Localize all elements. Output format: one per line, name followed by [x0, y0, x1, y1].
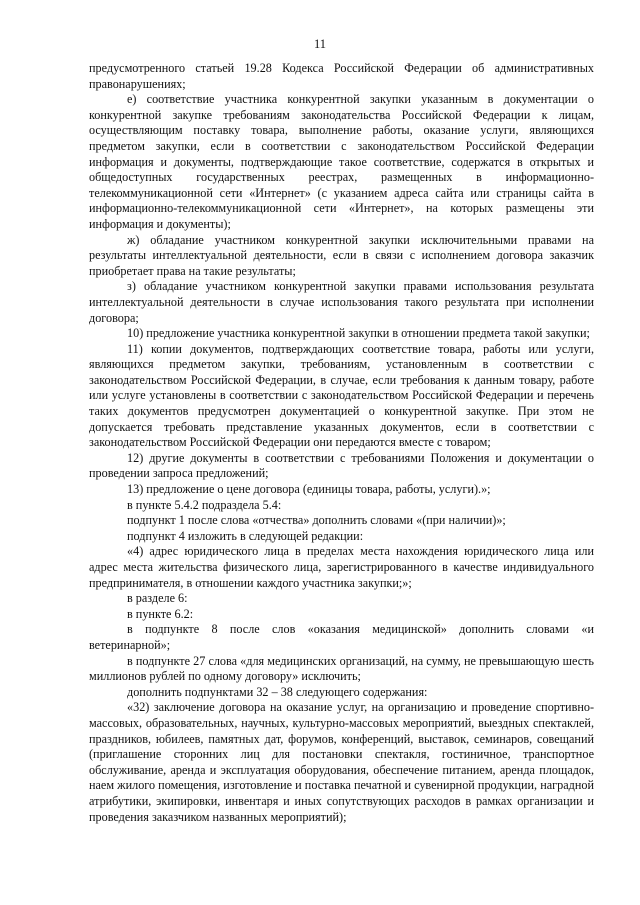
paragraph: 12) другие документы в соответствии с требованиями Положения и документации о проведении запроса предложений;	[89, 450, 594, 481]
paragraph: з) обладание участником конкурентной закупки правами использования результата интеллектуальной деятельности в случае использования такого результата при исполнении договора;	[89, 279, 594, 325]
paragraph: в разделе 6:	[127, 591, 188, 606]
paragraph: е) соответствие участника конкурентной закупки указанным в документации о конкурентной закупке требованиям законодательства Российской Федерации к лицам, осуществляющим поставку товара, выполнение работы, оказание услуги, являющихся предметом закупки, если в соответствии с законодательством Российской Федерации информация и документы, подтверждающие такое соответствие, содержатся в открытых и общедоступных государственных реестрах, размещенных в информационно-телекоммуникационной сети «Интернет» (с указанием адреса сайта или страницы сайта в информационно-телекоммуникационной сети «Интернет», на которых размещены эти информация и документы);	[89, 92, 594, 231]
paragraph: 10) предложение участника конкурентной закупки в отношении предмета такой закупки;	[127, 326, 590, 341]
paragraph: в пункте 5.4.2 подраздела 5.4:	[127, 497, 282, 512]
paragraph: ж) обладание участником конкурентной закупки исключительными правами на результаты интеллектуальной деятельности, если в связи с исполнением договора заказчик приобретает права на такие результаты;	[89, 232, 594, 278]
paragraph: подпункт 4 изложить в следующей редакции:	[127, 528, 364, 543]
paragraph: 13) предложение о цене договора (единицы товара, работы, услуги).»;	[127, 482, 491, 497]
paragraph: подпункт 1 после слова «отчества» дополнить словами «(при наличии)»;	[127, 513, 506, 528]
paragraph: предусмотренного статьей 19.28 Кодекса Российской Федерации об административных правонарушениях;	[89, 61, 594, 91]
paragraph: «4) адрес юридического лица в пределах места нахождения юридического лица или адрес места жительства физического лица, зарегистрированного в качестве индивидуального предпринимателя, в отношении каждого участника закупки;»;	[89, 544, 594, 590]
paragraph: в подпункте 27 слова «для медицинских организаций, на сумму, не превышающую шесть миллионов рублей по одному договору» исключить;	[89, 653, 594, 684]
page-number: 11	[313, 37, 327, 51]
paragraph: в пункте 6.2:	[127, 606, 194, 621]
paragraph: «32) заключение договора на оказание услуг, на организацию и проведение спортивно-массовых, образовательных, научных, культурно-массовых мероприятий, выездных спектаклей, праздников, юбилеев, памятных дат, форумов, конференций, выставок, семинаров, совещаний (приглашение сторонних лиц для постановки спектакля, гостиничное, транспортное обслуживание, аренда и эксплуатация оборудования, обеспечение питанием, аренда площадок, наем жилого помещения, изготовление и поставка печатной и сувенирной продукции, наградной атрибутики, экипировки, инвентаря и иных сопутствующих расходов в рамках организации и проведения заказчиком названных мероприятий);	[89, 700, 594, 824]
paragraph: в подпункте 8 после слов «оказания медицинской» дополнить словами «и ветеринарной»;	[89, 622, 594, 652]
document-body	[89, 61, 594, 825]
paragraph: 11) копии документов, подтверждающих соответствие товара, работы или услуги, являющихся предметом закупки, требованиям, установленным в соответствии с законодательством Российской Федерации, в случае, если требования к данным товару, работе или услуге установлены в соответствии с законодательством Российской Федерации и перечень таких документов предусмотрен документацией о конкурентной закупке. При этом не допускается требовать представление указанных документов, если в соответствии с законодательством Российской Федерации они передаются вместе с товаром;	[89, 341, 594, 450]
paragraph: дополнить подпунктами 32 – 38 следующего содержания:	[127, 684, 428, 699]
